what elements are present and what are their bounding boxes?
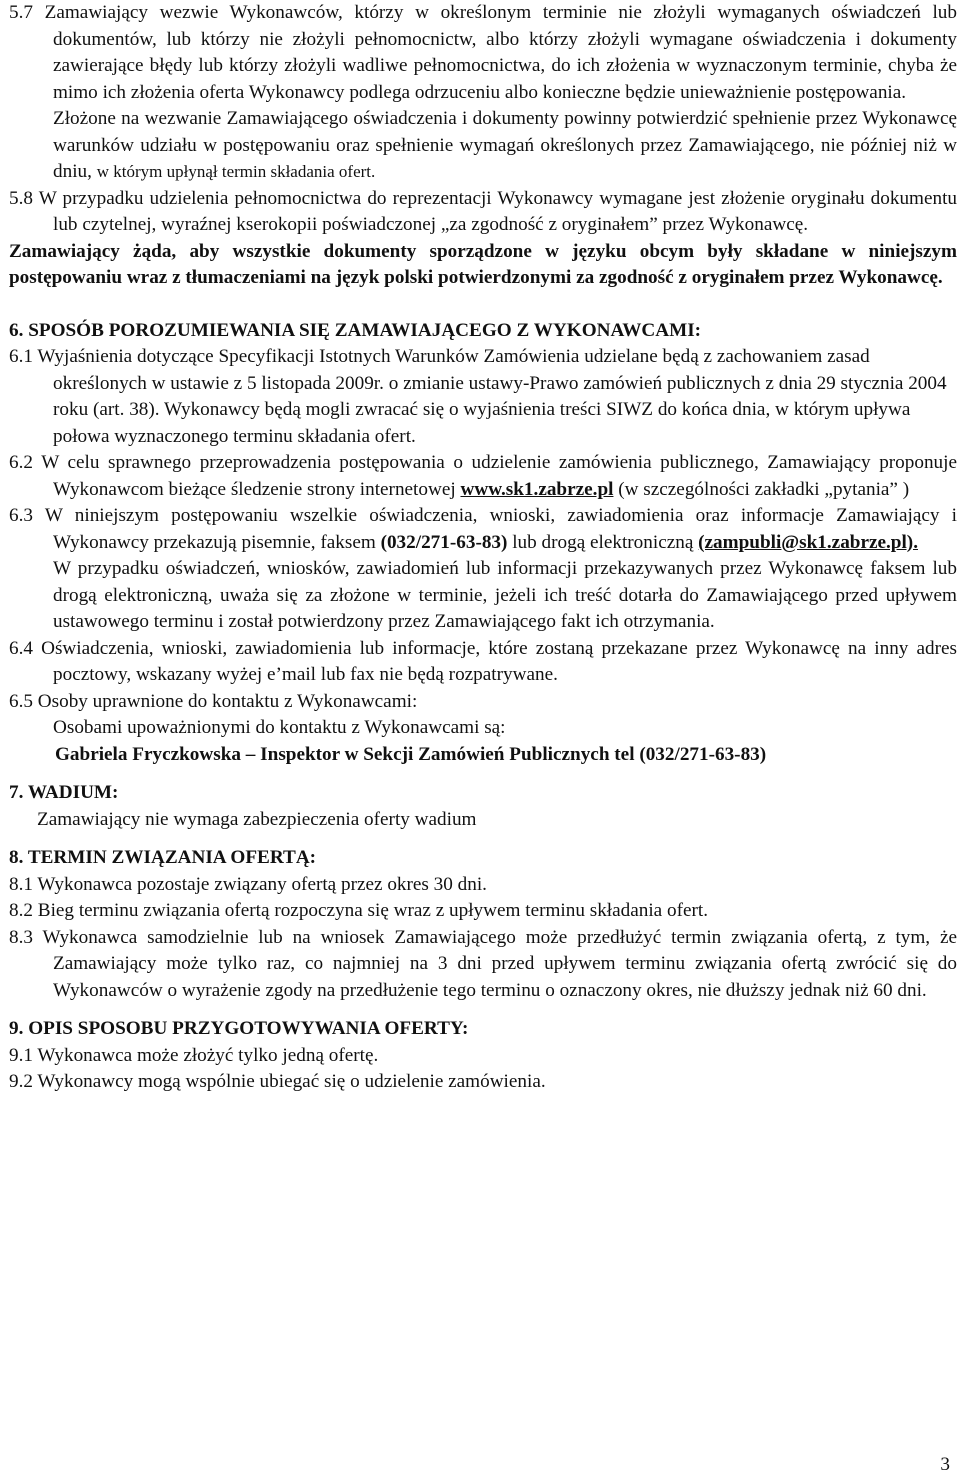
spacer [9, 1004, 957, 1016]
paragraph-6-3: 6.3 W niniejszym postępowaniu wszelkie oświadczenia, wnioski, zawiadomienia oraz informacje Zamawiający i Wykonawcy przekazują pisemnie, faksem (032/271-63-83) lub drogą elektroniczną (zampubli@sk1.zabrze.pl). [9, 505, 957, 553]
paragraph-5-8-bold-notice: Zamawiający żąda, aby wszystkie dokumenty sporządzone w języku obcym były składane w niniejszym postępowaniu wraz z tłumaczeniami na język polski potwierdzonymi za zgodność z oryginałem przez Wykonawcę. [9, 240, 957, 288]
paragraph-9-1: 9.1 Wykonawca może złożyć tylko jedną ofertę. [9, 1044, 379, 1066]
paragraph-6-1: 6.1 Wyjaśnienia dotyczące Specyfikacji Istotnych Warunków Zamówienia udzielane będą z zachowaniem zasad określonych w ustawie z 5 listopada 2009r. o zmianie ustawy-Prawo zamówień publicznych z dnia 29 stycznia 2004 roku (art. 38). Wykonawcy będą mogli zwracać się o wyjaśnienia treści SIWZ do końca dnia, w którym upływa połowa wyznaczonego terminu składania ofert. [9, 346, 947, 447]
paragraph-8-1: 8.1 Wykonawca pozostaje związany ofertą przez okres 30 dni. [9, 873, 487, 895]
paragraph-5-8: 5.8 W przypadku udzielenia pełnomocnictwa do reprezentacji Wykonawcy wymagane jest złożenie oryginału dokumentu lub czytelnej, wyraźnej kserokopii poświadczonej „za zgodność z oryginałem” przez Wykonawcę. [9, 187, 957, 235]
paragraph-5-7-continued: Złożone na wezwanie Zamawiającego oświadczenia i dokumenty powinny potwierdzić spełnienie przez Wykonawcę warunków udziału w postępowaniu oraz spełnienie wymagań określonych przez Zamawiającego, nie później niż w dniu, w którym upłynął termin składania ofert. [53, 108, 957, 182]
heading-section-6: 6. SPOSÓB POROZUMIEWANIA SIĘ ZAMAWIAJĄCEGO Z WYKONAWCAMI: [9, 319, 702, 341]
document-page [9, 0, 957, 1096]
paragraph-7: Zamawiający nie wymaga zabezpieczenia oferty wadium [37, 808, 477, 830]
paragraph-8-3: 8.3 Wykonawca samodzielnie lub na wniosek Zamawiającego może przedłużyć termin związania ofertą, z tym, że Zamawiający może tylko raz, co najmniej na 3 dni przed upływem terminu związania ofertą zwrócić się do Wykonawców o wyrażenie zgody na przedłużenie tego terminu o oznaczony okres, nie dłuższy jednak niż 60 dni. [9, 926, 957, 1001]
email-link[interactable]: (zampubli@sk1.zabrze.pl). [698, 531, 918, 553]
paragraph-6-5-persons: Osobami upoważnionymi do kontaktu z Wykonawcami są: [53, 717, 506, 738]
paragraph-8-2: 8.2 Bieg terminu związania ofertą rozpoczyna się wraz z upływem terminu składania ofert. [9, 900, 708, 921]
website-link[interactable]: www.sk1.zabrze.pl [460, 478, 614, 500]
fax-number: (032/271-63-83) [380, 531, 508, 553]
heading-section-8: 8. TERMIN ZWIĄZANIA OFERTĄ: [9, 847, 317, 868]
paragraph-5-7: 5.7 Zamawiający wezwie Wykonawców, którzy w określonym terminie nie złożyli wymaganych oświadczeń lub dokumentów, lub którzy nie złożyli pełnomocnictw, albo którzy złożyli wymagane oświadczenia i dokumenty zawierające błędy lub którzy złożyli wadliwe pełnomocnictwa, do ich złożenia w wyznaczonym terminie, chyba że mimo ich złożenia oferta Wykonawcy podlega odrzuceniu albo konieczne będzie unieważnienie postępowania. [9, 2, 957, 103]
paragraph-6-2: 6.2 W celu sprawnego przeprowadzenia postępowania o udzielenie zamówienia publicznego, Zamawiający proponuje Wykonawcom bieżące śledzenie strony internetowej www.sk1.zabrze.pl (w szczególności zakładki „pytania” ) [9, 452, 957, 500]
spacer [9, 292, 957, 318]
contact-person: Gabriela Fryczkowska – Inspektor w Sekcji Zamówień Publicznych tel (032/271-63-83) [55, 743, 767, 765]
paragraph-6-3-continued: W przypadku oświadczeń, wniosków, zawiadomień lub informacji przekazywanych przez Wykonawcę faksem lub drogą elektroniczną, uważa się za złożone w terminie, jeżeli ich treść dotarła do Zamawiającego przed upływem ustawowego terminu i został potwierdzony przez Zamawiającego fakt ich otrzymania. [53, 558, 957, 632]
heading-section-7: 7. WADIUM: [9, 782, 119, 803]
paragraph-9-2: 9.2 Wykonawcy mogą wspólnie ubiegać się o udzielenie zamówienia. [9, 1071, 546, 1092]
paragraph-6-5: 6.5 Osoby uprawnione do kontaktu z Wykonawcami: [9, 690, 418, 712]
spacer [9, 768, 957, 780]
paragraph-6-4: 6.4 Oświadczenia, wnioski, zawiadomienia lub informacje, które zostaną przekazane przez Wykonawcę na inny adres pocztowy, wskazany wyżej e’mail lub fax nie będą rozpatrywane. [9, 637, 957, 685]
heading-section-9: 9. OPIS SPOSOBU PRZYGOTOWYWANIA OFERTY: [9, 1018, 469, 1039]
page-number: 3 [940, 1454, 950, 1475]
spacer [9, 833, 957, 845]
